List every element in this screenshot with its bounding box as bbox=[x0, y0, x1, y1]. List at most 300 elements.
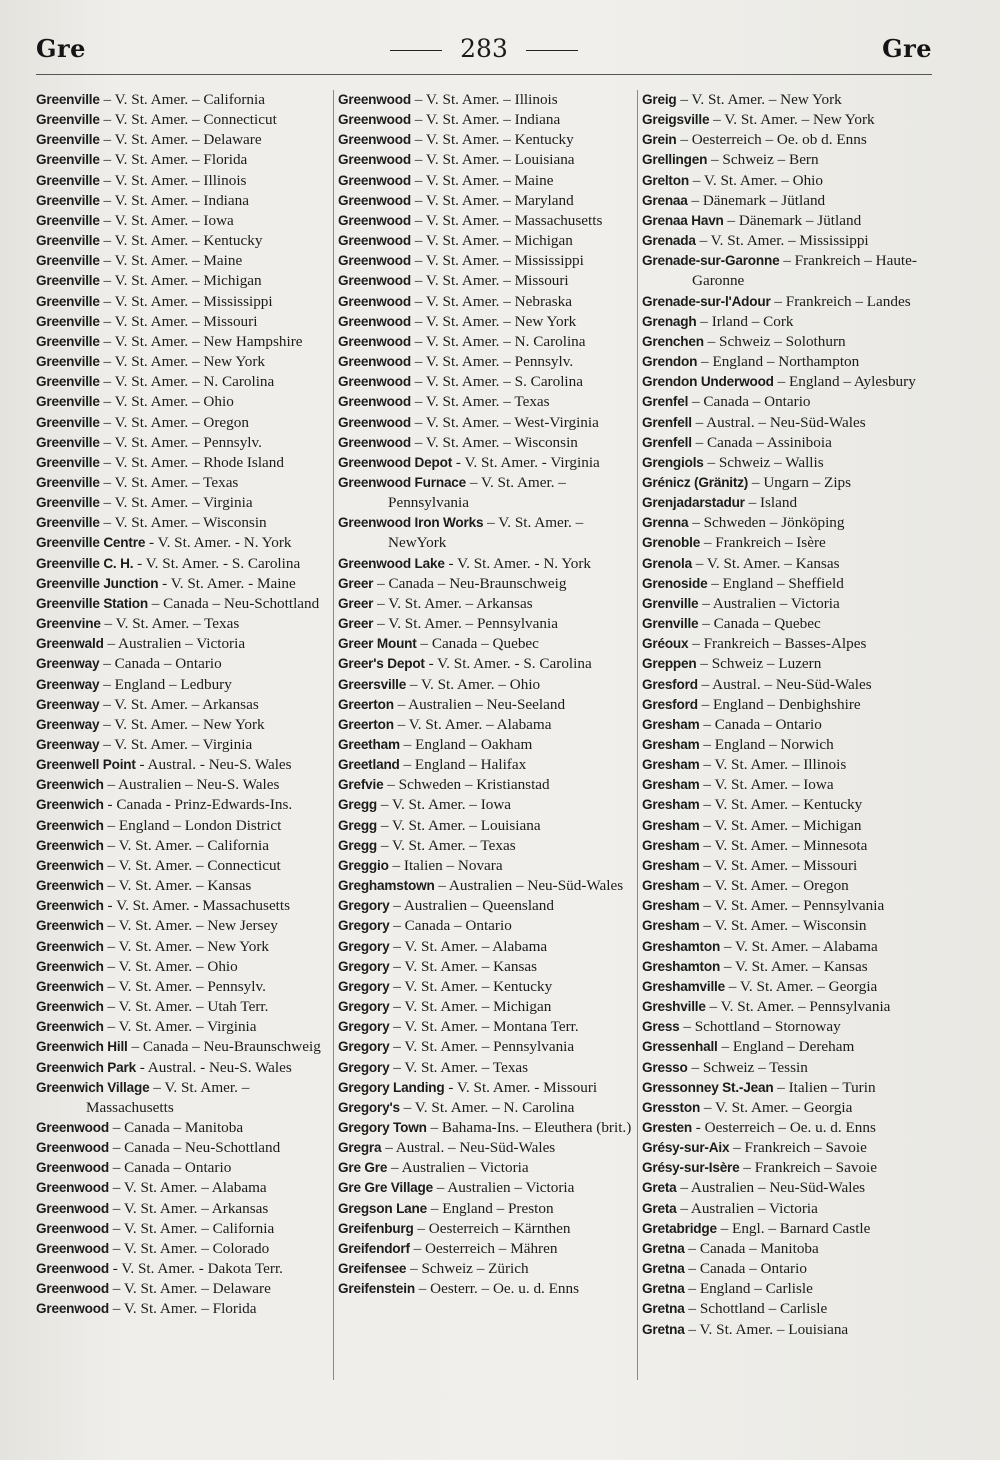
gazetteer-entry bbox=[642, 110, 938, 130]
gazetteer-entry bbox=[338, 1219, 634, 1239]
entry-headword: Greenville bbox=[36, 112, 100, 128]
gazetteer-entry bbox=[338, 957, 634, 977]
entry-headword: Greggio bbox=[338, 857, 389, 873]
gazetteer-entry bbox=[36, 433, 332, 453]
gazetteer-entry bbox=[338, 292, 634, 312]
entry-location: – Australien – Neu-S. Wales bbox=[103, 776, 280, 794]
gazetteer-entry bbox=[642, 90, 938, 110]
entry-location: – V. St. Amer. – Alabama bbox=[389, 937, 548, 955]
entry-location: - V. St. Amer. - Virginia bbox=[452, 453, 600, 471]
gazetteer-entry bbox=[36, 1259, 332, 1279]
gazetteer-entry bbox=[338, 836, 634, 856]
column-2 bbox=[338, 90, 634, 1299]
entry-location: – V. St. Amer. – Illinois bbox=[410, 91, 558, 108]
entry-location: – Canada – Ontario bbox=[108, 1159, 232, 1177]
gazetteer-entry bbox=[338, 816, 634, 836]
entry-headword: Greenwood bbox=[338, 212, 411, 228]
gazetteer-entry bbox=[642, 1320, 938, 1340]
gazetteer-entry bbox=[36, 876, 332, 896]
entry-location: – England – Norwich bbox=[699, 736, 834, 753]
entry-location: – V. St. Amer. – Kentucky bbox=[389, 977, 553, 995]
entry-headword: Greenwood bbox=[338, 112, 411, 128]
entry-location: – V. St. Amer. – Mississippi bbox=[99, 292, 273, 310]
entry-headword: Grésy-sur-Isère bbox=[642, 1160, 740, 1176]
entry-headword: Greenwood bbox=[36, 1261, 109, 1277]
gazetteer-entry bbox=[642, 1259, 938, 1279]
gazetteer-entry bbox=[338, 1199, 634, 1219]
entry-headword: Greenway bbox=[36, 656, 100, 672]
entry-location: – Oesterreich – Mähren bbox=[409, 1239, 558, 1257]
entry-location: – Australien – Neu-Süd-Wales bbox=[434, 877, 624, 895]
gazetteer-entry bbox=[642, 513, 938, 533]
gazetteer-entry bbox=[36, 1178, 332, 1198]
entry-location: – V. St. Amer. – Texas bbox=[99, 473, 239, 491]
entry-headword: Grenade-sur-l'Adour bbox=[642, 293, 771, 309]
column-divider-2 bbox=[637, 90, 638, 1380]
entry-location: – Ungarn – Zips bbox=[748, 473, 852, 491]
entry-headword: Greenville bbox=[36, 313, 100, 329]
gazetteer-entry bbox=[338, 997, 634, 1017]
gazetteer-entry bbox=[642, 1098, 938, 1118]
entry-headword: Gretna bbox=[642, 1261, 685, 1277]
entry-location: – V. St. Amer. – Virginia bbox=[99, 494, 253, 512]
gazetteer-entry bbox=[36, 413, 332, 433]
entry-headword: Gregory bbox=[338, 1039, 390, 1055]
entry-location: – Schottland – Carlisle bbox=[684, 1300, 828, 1318]
entry-headword: Greenway bbox=[36, 676, 100, 692]
gazetteer-entry bbox=[36, 332, 332, 352]
entry-headword: Greig bbox=[642, 92, 677, 107]
gazetteer-entry bbox=[642, 1199, 938, 1219]
entry-location: – Austral. – Neu-Süd-Wales bbox=[381, 1139, 556, 1157]
entry-location: – Italien – Turin bbox=[773, 1078, 876, 1096]
gazetteer-entry bbox=[642, 433, 938, 453]
gazetteer-entry bbox=[338, 675, 634, 695]
gazetteer-entry bbox=[36, 130, 332, 150]
entry-headword: Greenwich bbox=[36, 837, 104, 853]
entry-location: – Canada – Ontario bbox=[99, 655, 222, 673]
gazetteer-entry bbox=[642, 594, 938, 614]
entry-headword: Greenville bbox=[36, 414, 100, 430]
entry-location: – V. St. Amer. – Michigan bbox=[410, 232, 573, 250]
gazetteer-entry bbox=[642, 795, 938, 815]
entry-headword: Greenville bbox=[36, 474, 100, 490]
entry-headword: Greenwich bbox=[36, 958, 104, 974]
entry-location: – V. St. Amer. – N. Carolina bbox=[99, 373, 275, 391]
gazetteer-entry bbox=[36, 372, 332, 392]
entry-headword: Greifendorf bbox=[338, 1240, 410, 1256]
entry-location: – V. St. Amer. – Massachusetts bbox=[86, 1078, 250, 1116]
entry-headword: Greenwood bbox=[36, 1281, 109, 1297]
gazetteer-entry bbox=[642, 554, 938, 574]
gazetteer-entry bbox=[36, 675, 332, 695]
entry-location: – V. St. Amer. – Texas bbox=[377, 836, 516, 854]
entry-location: – V. St. Amer. – Massachusetts bbox=[410, 211, 603, 229]
gazetteer-entry bbox=[642, 836, 938, 856]
gazetteer-entry bbox=[338, 392, 634, 412]
entry-location: – V. St. Amer. – New York bbox=[99, 353, 266, 371]
entry-headword: Gresham bbox=[642, 857, 700, 873]
entry-location: – V. St. Amer. – Indiana bbox=[410, 111, 561, 129]
gazetteer-entry bbox=[36, 251, 332, 271]
entry-location: – V. St. Amer. – Michigan bbox=[389, 998, 552, 1016]
entry-headword: Gress bbox=[642, 1019, 680, 1035]
entry-location: – Canada – Ontario bbox=[684, 1260, 807, 1278]
entry-location: – V. St. Amer. – Missouri bbox=[699, 856, 858, 874]
entry-headword: Gregory bbox=[338, 1059, 390, 1075]
entry-headword: Grenna bbox=[642, 515, 689, 531]
entry-location: – Frankreich – Landes bbox=[770, 292, 911, 310]
gazetteer-entry bbox=[36, 1199, 332, 1219]
entry-headword: Greifenstein bbox=[338, 1281, 415, 1297]
entry-location: – England – Oakham bbox=[399, 736, 533, 753]
entry-headword: Gresham bbox=[642, 837, 700, 853]
entry-location: – Australien – Queensland bbox=[389, 897, 554, 915]
gazetteer-entry bbox=[338, 614, 634, 634]
gazetteer-entry bbox=[642, 654, 938, 674]
entry-location: – V. St. Amer. – Kansas bbox=[103, 877, 252, 895]
entry-headword: Greenville C. H. bbox=[36, 555, 134, 571]
gazetteer-entry bbox=[338, 332, 634, 352]
entry-headword: Gresham bbox=[642, 737, 700, 752]
entry-headword: Greenville bbox=[36, 333, 100, 349]
entry-headword: Greenwood bbox=[338, 374, 411, 390]
gazetteer-entry bbox=[36, 634, 332, 654]
entry-location: – V. St. Amer. – Illinois bbox=[699, 756, 847, 774]
gazetteer-entry bbox=[36, 957, 332, 977]
gazetteer-entry bbox=[36, 1078, 332, 1118]
entry-headword: Greenwood bbox=[36, 1240, 109, 1256]
gazetteer-entry bbox=[642, 312, 938, 332]
entry-location: – Schweiz – Zürich bbox=[406, 1260, 529, 1278]
entry-location: – Canada – Manitoba bbox=[684, 1239, 819, 1257]
entry-location: – V. St. Amer. – Oregon bbox=[699, 877, 849, 895]
gazetteer-entry bbox=[338, 1158, 634, 1178]
gazetteer-entry bbox=[36, 352, 332, 372]
entry-headword: Gresford bbox=[642, 676, 698, 692]
entry-headword: Greenwood bbox=[338, 333, 411, 349]
entry-location: – V. St. Amer. – New York bbox=[410, 312, 577, 330]
gazetteer-entry bbox=[642, 1299, 938, 1319]
gazetteer-entry bbox=[642, 715, 938, 735]
entry-location: – V. St. Amer. – Florida bbox=[99, 151, 248, 169]
entry-location: – V. St. Amer. – Wisconsin bbox=[99, 514, 267, 532]
gazetteer-entry bbox=[338, 473, 634, 513]
entry-location: – V. St. Amer. – Texas bbox=[410, 393, 550, 411]
gazetteer-entry bbox=[642, 574, 938, 594]
entry-headword: Greenwood bbox=[338, 354, 411, 370]
gazetteer-entry bbox=[642, 1158, 938, 1178]
entry-location: – Australien – Victoria bbox=[698, 594, 840, 612]
entry-location: – V. St. Amer. – Maine bbox=[99, 252, 243, 270]
gazetteer-entry bbox=[36, 977, 332, 997]
entry-location: – Frankreich – Isère bbox=[700, 534, 826, 552]
entry-headword: Greenwich bbox=[36, 878, 104, 894]
gazetteer-entry bbox=[338, 231, 634, 251]
gazetteer-entry bbox=[36, 473, 332, 493]
entry-headword: Greenwood Depot bbox=[338, 454, 453, 470]
entry-headword: Greenville bbox=[36, 152, 100, 168]
entry-headword: Greigsville bbox=[642, 112, 710, 128]
entry-location: – Australien – Victoria bbox=[676, 1199, 818, 1217]
entry-location: – V. St. Amer. – California bbox=[99, 91, 265, 108]
entry-headword: Greenway bbox=[36, 716, 100, 732]
entry-location: – V. St. Amer. – Pennsylvania bbox=[699, 897, 885, 915]
entry-headword: Grenfel bbox=[642, 394, 689, 410]
gazetteer-entry bbox=[642, 352, 938, 372]
entry-location: – Australien – Neu-Süd-Wales bbox=[676, 1179, 866, 1197]
gazetteer-entry bbox=[338, 1118, 634, 1138]
gazetteer-entry bbox=[338, 312, 634, 332]
gazetteer-entry bbox=[338, 1058, 634, 1078]
entry-location: – V. St. Amer. – NewYork bbox=[388, 514, 584, 552]
entry-headword: Gre Gre Village bbox=[338, 1180, 433, 1196]
entry-location: – Island bbox=[744, 494, 798, 512]
entry-location: – Canada – Ontario bbox=[389, 917, 512, 935]
entry-location: – Bahama-Ins. – Eleuthera (brit.) bbox=[426, 1118, 632, 1136]
entry-headword: Greenwich bbox=[36, 978, 104, 994]
entry-location: – V. St. Amer. – Wisconsin bbox=[410, 433, 578, 451]
gazetteer-entry bbox=[338, 1178, 634, 1198]
column-divider-1 bbox=[333, 90, 334, 1380]
entry-headword: Grésy-sur-Aix bbox=[642, 1140, 730, 1156]
gazetteer-entry bbox=[338, 856, 634, 876]
entry-headword: Greenwich bbox=[36, 777, 104, 793]
entry-headword: Gresston bbox=[642, 1099, 701, 1115]
entry-headword: Gregory bbox=[338, 978, 390, 994]
gazetteer-entry bbox=[338, 191, 634, 211]
entry-location: – Oesterreich – Kärnthen bbox=[413, 1219, 571, 1237]
entry-headword: Gregory Landing bbox=[338, 1079, 445, 1095]
entry-headword: Greenwood bbox=[36, 1160, 109, 1176]
entry-location: – V. St. Amer. – Montana Terr. bbox=[389, 1018, 579, 1036]
entry-headword: Greshamton bbox=[642, 938, 721, 954]
entry-headword: Gresham bbox=[642, 777, 700, 793]
entry-location: – V. St. Amer. – S. Carolina bbox=[410, 373, 583, 391]
entry-location: – V. St. Amer. – Georgia bbox=[725, 977, 878, 995]
gazetteer-entry bbox=[642, 816, 938, 836]
gazetteer-entry bbox=[36, 110, 332, 130]
entry-headword: Gregg bbox=[338, 817, 378, 833]
entry-headword: Greshville bbox=[642, 999, 706, 1015]
gazetteer-entry bbox=[36, 997, 332, 1017]
gazetteer-entry bbox=[642, 977, 938, 997]
gazetteer-entry bbox=[642, 533, 938, 553]
entry-headword: Greersville bbox=[338, 676, 407, 692]
gazetteer-entry bbox=[36, 1279, 332, 1299]
entry-headword: Grenoside bbox=[642, 575, 708, 591]
entry-headword: Grenville bbox=[642, 595, 699, 611]
entry-location: – Canada – Ontario bbox=[699, 715, 822, 733]
gazetteer-entry bbox=[338, 90, 634, 110]
gazetteer-entry bbox=[36, 453, 332, 473]
gazetteer-entry bbox=[642, 473, 938, 493]
gazetteer-entry bbox=[642, 171, 938, 191]
entry-headword: Gregory bbox=[338, 1019, 390, 1035]
entry-location: – V. St. Amer. – Virginia bbox=[99, 736, 253, 753]
gazetteer-entry bbox=[36, 513, 332, 533]
entry-location: – V. St. Amer. – Connecticut bbox=[99, 111, 277, 129]
gazetteer-entry bbox=[642, 957, 938, 977]
entry-headword: Grendon Underwood bbox=[642, 374, 774, 390]
page-number-block bbox=[36, 34, 932, 63]
entry-headword: Greenwell Point bbox=[36, 757, 136, 773]
entry-headword: Greenwood bbox=[338, 293, 411, 309]
entry-headword: Gretna bbox=[642, 1301, 685, 1317]
gazetteer-entry bbox=[642, 1058, 938, 1078]
entry-location: – V. St. Amer. – Minnesota bbox=[699, 836, 868, 854]
entry-location: – Schweden – Jönköping bbox=[688, 514, 845, 532]
entry-headword: Greenwood bbox=[338, 394, 411, 410]
entry-headword: Gressonney St.-Jean bbox=[642, 1079, 774, 1095]
entry-location: – Frankreich – Savoie bbox=[729, 1139, 867, 1157]
header-dash-right bbox=[526, 50, 578, 51]
gazetteer-entry bbox=[338, 735, 634, 755]
entry-headword: Greifenburg bbox=[338, 1220, 414, 1236]
entry-location: – Frankreich – Haute-Garonne bbox=[692, 252, 917, 290]
entry-headword: Gregson Lane bbox=[338, 1200, 427, 1216]
entry-location: – V. St. Amer. – Indiana bbox=[99, 191, 249, 209]
gazetteer-entry bbox=[338, 211, 634, 231]
gazetteer-entry bbox=[36, 856, 332, 876]
entry-headword: Gregg bbox=[338, 797, 378, 813]
entry-headword: Greenville bbox=[36, 374, 100, 390]
entry-headword: Greenwood bbox=[338, 434, 411, 450]
entry-headword: Greenville bbox=[36, 212, 100, 228]
gazetteer-entry bbox=[642, 1017, 938, 1037]
entry-location: – England – London District bbox=[103, 816, 282, 834]
entry-location: – Schweiz – Solothurn bbox=[703, 332, 846, 350]
gazetteer-entry bbox=[36, 816, 332, 836]
entry-headword: Greenville bbox=[36, 495, 100, 511]
gazetteer-entry bbox=[36, 392, 332, 412]
gazetteer-entry bbox=[338, 634, 634, 654]
entry-headword: Gresham bbox=[642, 797, 700, 813]
gazetteer-entry bbox=[642, 1138, 938, 1158]
gazetteer-entry bbox=[642, 775, 938, 795]
gazetteer-entry bbox=[36, 836, 332, 856]
gazetteer-entry bbox=[338, 1279, 634, 1299]
entry-location: – Engl. – Barnard Castle bbox=[716, 1219, 871, 1237]
entry-location: – Schweiz – Luzern bbox=[696, 655, 822, 673]
entry-headword: Greenwood bbox=[36, 1119, 109, 1135]
gazetteer-entry bbox=[338, 1078, 634, 1098]
gazetteer-entry bbox=[642, 1219, 938, 1239]
entry-location: - Oesterreich – Oe. u. d. Enns bbox=[691, 1118, 876, 1136]
entry-location: - V. St. Amer. - Maine bbox=[158, 574, 296, 592]
entry-headword: Gregg bbox=[338, 837, 378, 853]
entry-headword: Gregory bbox=[338, 958, 390, 974]
entry-location: – Oesterr. – Oe. u. d. Enns bbox=[414, 1280, 580, 1298]
gazetteer-entry bbox=[642, 1037, 938, 1057]
entry-location: – V. St. Amer. – Illinois bbox=[99, 171, 247, 189]
entry-location: – Canada – Ontario bbox=[688, 393, 811, 411]
entry-headword: Grenoble bbox=[642, 535, 701, 551]
gazetteer-entry bbox=[36, 1058, 332, 1078]
entry-headword: Greenwood bbox=[338, 132, 411, 148]
entry-location: – V. St. Amer. – Louisiana bbox=[410, 151, 575, 169]
entry-headword: Grefvie bbox=[338, 777, 384, 793]
entry-location: - V. St. Amer. - S. Carolina bbox=[424, 655, 592, 673]
entry-headword: Gresham bbox=[642, 757, 700, 773]
entry-headword: Greta bbox=[642, 1200, 677, 1216]
entry-headword: Greenwich bbox=[36, 857, 104, 873]
gazetteer-entry bbox=[36, 654, 332, 674]
entry-location: – Canada – Assiniboia bbox=[691, 433, 832, 451]
gazetteer-entry bbox=[338, 251, 634, 271]
entry-location: – V. St. Amer. – Delaware bbox=[108, 1280, 271, 1298]
gazetteer-entry bbox=[642, 614, 938, 634]
entry-headword: Greenville bbox=[36, 454, 100, 470]
entry-location: – V. St. Amer. – N. Carolina bbox=[399, 1098, 575, 1116]
gazetteer-entry bbox=[642, 876, 938, 896]
entry-location: – V. St. Amer. – New Hampshire bbox=[99, 332, 303, 350]
gazetteer-entry bbox=[338, 695, 634, 715]
entry-location: – V. St. Amer. – New York bbox=[709, 111, 875, 129]
entry-headword: Gregory's bbox=[338, 1099, 400, 1115]
entry-location: – V. St. Amer. – Kentucky bbox=[99, 232, 263, 250]
entry-location: - V. St. Amer. - Dakota Terr. bbox=[108, 1260, 283, 1278]
gazetteer-entry bbox=[36, 171, 332, 191]
entry-location: – Italien – Novara bbox=[388, 856, 503, 874]
entry-headword: Gresham bbox=[642, 898, 700, 914]
header-left-keyword: Gre bbox=[36, 34, 86, 63]
gazetteer-entry bbox=[36, 795, 332, 815]
entry-headword: Greer's Depot bbox=[338, 656, 425, 672]
entry-headword: Grenchen bbox=[642, 333, 704, 349]
entry-location: – V. St. Amer. – Arkansas bbox=[99, 695, 259, 713]
gazetteer-entry bbox=[36, 574, 332, 594]
entry-headword: Grenville bbox=[642, 616, 699, 632]
entry-location: – Australien – Victoria bbox=[432, 1179, 575, 1197]
entry-headword: Gregory bbox=[338, 898, 390, 914]
gazetteer-entry bbox=[338, 896, 634, 916]
entry-location: – V. St. Amer. – Alabama bbox=[720, 937, 878, 955]
page-number: 283 bbox=[460, 34, 508, 63]
entry-headword: Gresso bbox=[642, 1059, 688, 1075]
entry-headword: Gretna bbox=[642, 1281, 685, 1297]
entry-headword: Grenaa bbox=[642, 192, 688, 208]
entry-headword: Greenville bbox=[36, 192, 100, 208]
entry-location: – V. St. Amer. – Georgia bbox=[700, 1098, 853, 1116]
gazetteer-entry bbox=[338, 715, 634, 735]
entry-location: – Canada – Neu-Schottland bbox=[147, 594, 320, 612]
gazetteer-entry bbox=[338, 755, 634, 775]
gazetteer-entry bbox=[36, 493, 332, 513]
gazetteer-entry bbox=[642, 675, 938, 695]
entry-location: - V. St. Amer. - Massachusetts bbox=[103, 897, 291, 915]
entry-headword: Greenwald bbox=[36, 636, 104, 652]
entry-location: - Canada - Prinz-Edwards-Ins. bbox=[103, 796, 293, 814]
gazetteer-entry bbox=[642, 231, 938, 251]
entry-location: – V. St. Amer. – Pennsylvania bbox=[373, 615, 558, 633]
column-3 bbox=[642, 90, 938, 1340]
entry-headword: Greer bbox=[338, 575, 374, 591]
gazetteer-entry bbox=[642, 191, 938, 211]
entry-location: – V. St. Amer. – Delaware bbox=[99, 131, 262, 149]
entry-location: – V. St. Amer. – Iowa bbox=[99, 211, 234, 229]
entry-headword: Grellingen bbox=[642, 152, 708, 168]
entry-headword: Greenwich bbox=[36, 817, 104, 833]
gazetteer-entry bbox=[36, 896, 332, 916]
gazetteer-entry bbox=[642, 292, 938, 312]
gazetteer-entry bbox=[36, 231, 332, 251]
gazetteer-entry bbox=[36, 775, 332, 795]
entry-headword: Greenway bbox=[36, 696, 100, 712]
entry-headword: Gregory bbox=[338, 918, 390, 934]
entry-headword: Greenwood Furnace bbox=[338, 474, 467, 490]
entry-headword: Greenwood bbox=[36, 1180, 109, 1196]
